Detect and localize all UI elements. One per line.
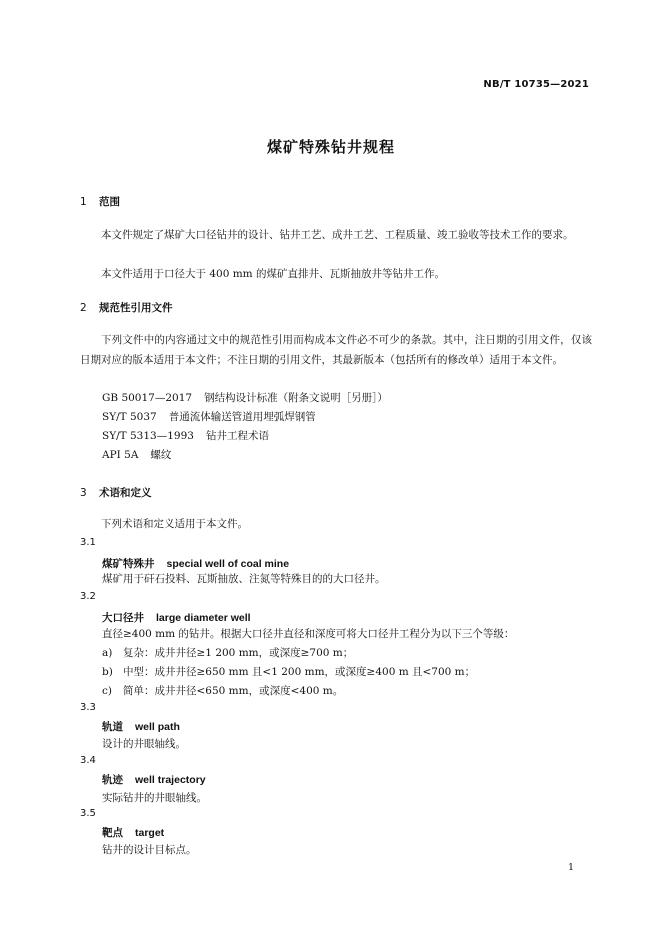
term-english: well path	[135, 721, 180, 733]
reference-code: API 5A	[102, 449, 139, 461]
reference-item	[102, 389, 388, 409]
page-title: 煤矿特殊钻井规程	[266, 138, 395, 156]
term-entry	[102, 772, 206, 787]
term-definition: 煤矿用于矸石投料、瓦斯抽放、注氮等特殊目的的大口径井。	[102, 573, 386, 585]
paragraph: 下列术语和定义适用于本文件。	[101, 518, 248, 530]
term-chinese: 轨道	[102, 721, 123, 733]
term-definition: 实际钻井的井眼轴线。	[102, 792, 207, 804]
term-chinese: 靶点	[102, 827, 123, 839]
term-definition: 直径≥400 mm 的钻井。根据大口径井直径和深度可将大口径井工程分为以下三个等级：	[102, 628, 515, 640]
term-entry	[102, 719, 180, 734]
section-number: 3	[80, 487, 87, 499]
list-label: a)	[102, 647, 113, 659]
list-item	[102, 644, 353, 664]
paragraph: 下列文件中的内容通过文中的规范性引用而构成本文件必不可少的条款。其中，注日期的引用文件，仅该日期对应的版本适用于本文件；不注日期的引用文件，其最新版本（包括所有的修改单）适用于本文件。	[80, 334, 592, 366]
term-number: 3.2	[80, 591, 96, 602]
section-heading	[80, 485, 152, 500]
section-title: 术语和定义	[99, 487, 152, 499]
term-definition: 设计的井眼轴线。	[102, 738, 186, 750]
reference-title: 普通流体输送管道用埋弧焊钢管	[168, 411, 316, 423]
section-number: 2	[80, 302, 87, 314]
section-title: 规范性引用文件	[99, 302, 173, 314]
term-number: 3.3	[80, 702, 96, 713]
list-text: 中型：成井井径≥650 mm 且<1 200 mm，或深度≥400 m 且<700 m；	[123, 666, 476, 678]
reference-item	[102, 446, 171, 466]
section-number: 1	[80, 196, 87, 208]
reference-item	[102, 427, 269, 447]
list-item	[102, 682, 343, 702]
term-number: 3.5	[80, 808, 96, 819]
standard-number: NB/T 10735—2021	[483, 79, 589, 90]
page-number: 1	[567, 862, 574, 873]
section-title: 范围	[99, 196, 120, 208]
term-english: target	[135, 827, 165, 839]
list-label: b)	[102, 666, 113, 678]
reference-title: 螺纹	[150, 449, 172, 461]
reference-code: GB 50017—2017	[102, 392, 193, 404]
term-entry	[102, 556, 289, 571]
term-number: 3.4	[80, 755, 96, 766]
list-item	[102, 663, 475, 683]
list-text: 简单：成井井径<650 mm，或深度<400 m。	[123, 685, 344, 697]
term-chinese: 轨迹	[102, 774, 123, 786]
section-heading	[80, 194, 120, 209]
section-heading	[80, 300, 173, 315]
term-chinese: 大口径井	[102, 612, 144, 624]
list-text: 复杂：成井井径≥1 200 mm，或深度≥700 m；	[123, 647, 354, 659]
term-entry	[102, 825, 164, 840]
term-chinese: 煤矿特殊井	[102, 558, 155, 570]
paragraph: 本文件适用于口径大于 400 mm 的煤矿直排井、瓦斯抽放井等钻井工作。	[101, 268, 445, 280]
reference-code: SY/T 5313—1993	[102, 430, 194, 442]
term-english: large diameter well	[156, 612, 251, 624]
term-number: 3.1	[80, 537, 96, 548]
list-label: c)	[102, 685, 112, 697]
term-entry	[102, 610, 251, 625]
term-english: well trajectory	[135, 774, 206, 786]
reference-item	[102, 408, 316, 428]
term-english: special well of coal mine	[166, 558, 290, 570]
reference-title: 钢结构设计标准（附条文说明［另册］）	[204, 392, 388, 404]
reference-code: SY/T 5037	[102, 411, 157, 423]
paragraph: 本文件规定了煤矿大口径钻井的设计、钻井工艺、成井工艺、工程质量、竣工验收等技术工作的要求。	[101, 229, 574, 241]
reference-title: 钻井工程术语	[205, 430, 269, 442]
term-definition: 钻井的设计目标点。	[102, 844, 197, 856]
